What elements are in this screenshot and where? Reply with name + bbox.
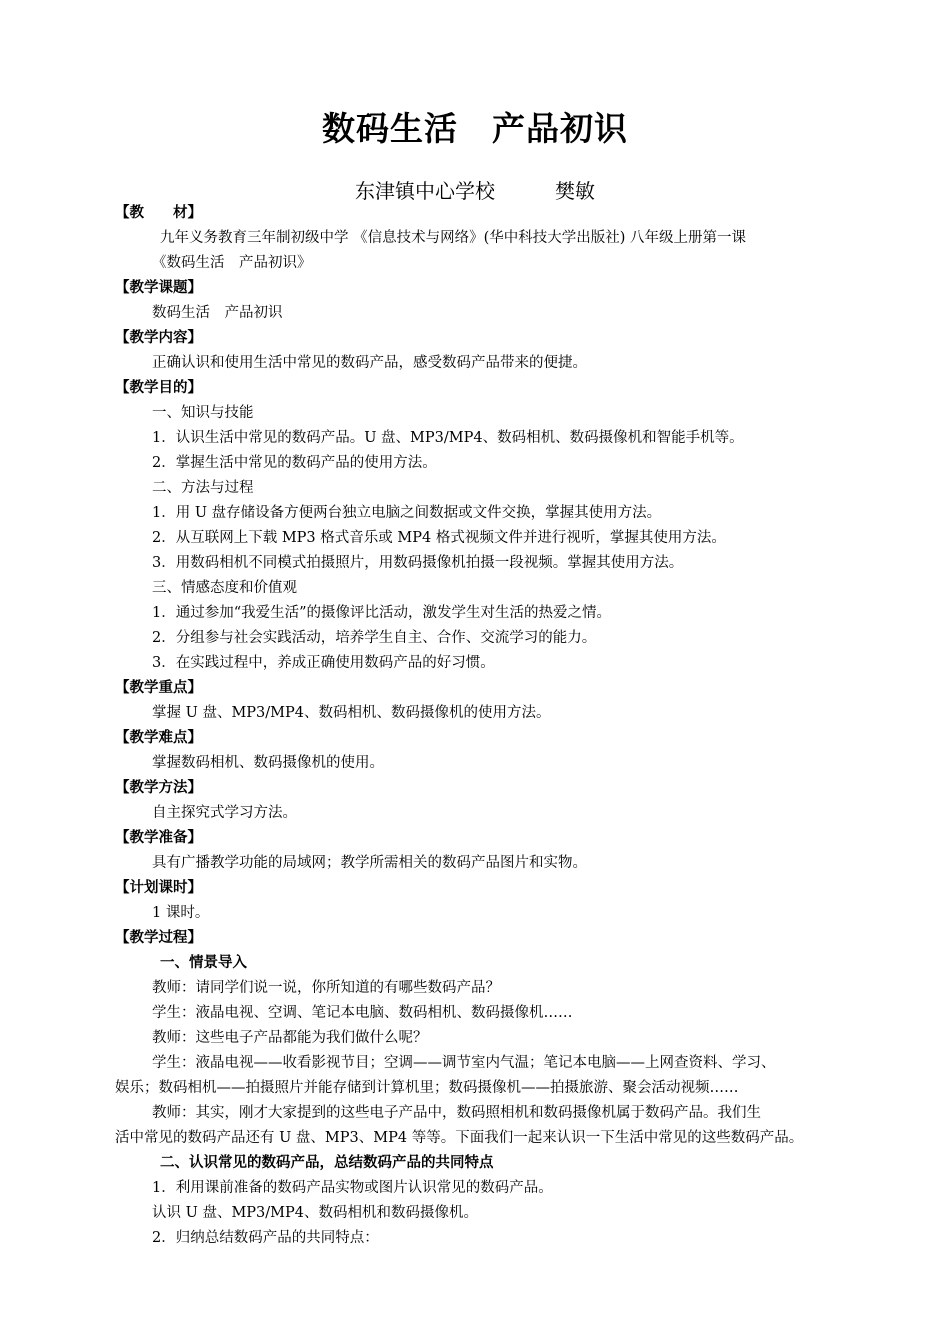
paragraph-line: 三、情感态度和价值观 [152,580,297,596]
subsection-heading: 二、认识常见的数码产品，总结数码产品的共同特点 [160,1155,494,1171]
paragraph-line: 1．用 U 盘存储设备方便两台独立电脑之间数据或文件交换，掌握其使用方法。 [152,505,662,521]
paragraph-line: 2．掌握生活中常见的数码产品的使用方法。 [152,455,437,471]
paragraph-line: 正确认识和使用生活中常见的数码产品，感受数码产品带来的便捷。 [152,355,587,371]
paragraph-line: 学生：液晶电视、空调、笔记本电脑、数码相机、数码摄像机…… [152,1005,573,1021]
document-author: 东津镇中心学校 樊敏 [355,179,595,203]
subsection-heading: 一、情景导入 [160,955,247,971]
paragraph-line: 自主探究式学习方法。 [152,805,297,821]
paragraph-line: 1．利用课前准备的数码产品实物或图片认识常见的数码产品。 [152,1180,553,1196]
document-title: 数码生活 产品初识 [322,109,628,148]
paragraph-line: 教师：其实，刚才大家提到的这些电子产品中，数码照相机和数码摄像机属于数码产品。我们生 [152,1105,761,1121]
paragraph-line: 一、知识与技能 [152,405,254,421]
paragraph-line: 掌握数码相机、数码摄像机的使用。 [152,755,384,771]
paragraph-line: 二、方法与过程 [152,480,254,496]
section-heading: 【计划课时】 [115,880,202,896]
paragraph-line: 具有广播教学功能的局域网；教学所需相关的数码产品图片和实物。 [152,855,587,871]
paragraph-line: 2．归纳总结数码产品的共同特点： [152,1230,379,1246]
paragraph-line: 1．认识生活中常见的数码产品。U 盘、MP3/MP4、数码相机、数码摄像机和智能手机等。 [152,430,744,446]
section-heading: 【教学目的】 [115,380,202,396]
paragraph-line: 2．分组参与社会实践活动，培养学生自主、合作、交流学习的能力。 [152,630,597,646]
paragraph-line: 娱乐；数码相机——拍摄照片并能存储到计算机里；数码摄像机——拍摄旅游、聚会活动视频…… [115,1080,739,1096]
paragraph-line: 认识 U 盘、MP3/MP4、数码相机和数码摄像机。 [152,1205,478,1221]
section-heading: 【教学课题】 [115,280,202,296]
paragraph-line: 1．通过参加“我爱生活”的摄像评比活动，激发学生对生活的热爱之情。 [152,605,612,621]
paragraph-line: 1 课时。 [152,905,210,921]
paragraph-line: 《数码生活 产品初识》 [152,255,312,271]
paragraph-line: 活中常见的数码产品还有 U 盘、MP3、MP4 等等。下面我们一起来认识一下生活中常见的这些数码产品。 [115,1130,804,1146]
section-heading: 【教学内容】 [115,330,202,346]
paragraph-line: 教师：这些电子产品都能为我们做什么呢？ [152,1030,428,1046]
paragraph-line: 数码生活 产品初识 [152,305,283,321]
section-heading: 【教学重点】 [115,680,202,696]
paragraph-line: 2．从互联网上下载 MP3 格式音乐或 MP4 格式视频文件并进行视听，掌握其使用方法。 [152,530,726,546]
paragraph-line: 九年义务教育三年制初级中学 《信息技术与网络》(华中科技大学出版社) 八年级上册第一课 [160,230,747,246]
paragraph-line: 教师：请同学们说一说，你所知道的有哪些数码产品？ [152,980,500,996]
paragraph-line: 学生：液晶电视——收看影视节目；空调——调节室内气温；笔记本电脑——上网查资料、学习、 [152,1055,776,1071]
paragraph-line: 掌握 U 盘、MP3/MP4、数码相机、数码摄像机的使用方法。 [152,705,551,721]
section-heading: 【教学过程】 [115,930,202,946]
section-heading: 【教学方法】 [115,780,202,796]
paragraph-line: 3．在实践过程中，养成正确使用数码产品的好习惯。 [152,655,495,671]
section-heading: 【教 材】 [115,205,202,221]
paragraph-line: 3．用数码相机不同模式拍摄照片，用数码摄像机拍摄一段视频。掌握其使用方法。 [152,555,684,571]
section-heading: 【教学准备】 [115,830,202,846]
section-heading: 【教学难点】 [115,730,202,746]
